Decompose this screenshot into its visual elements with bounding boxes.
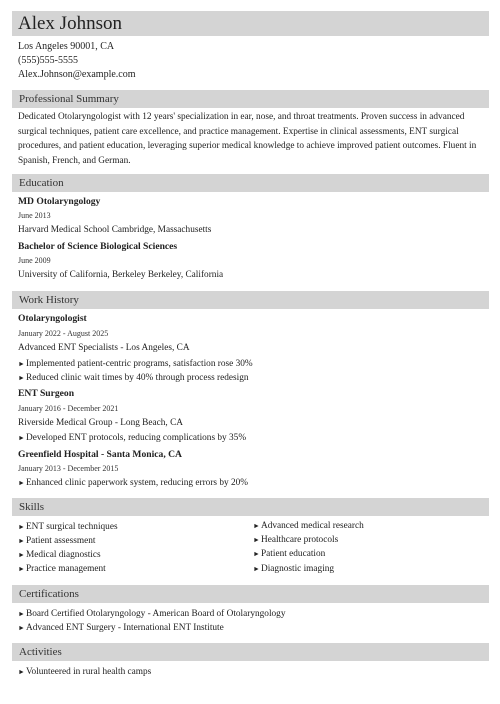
- section-header-education: [12, 174, 489, 192]
- skill-text: ENT surgical techniques: [26, 522, 118, 532]
- skill-text: Patient education: [261, 549, 326, 559]
- job-date: January 2013 - December 2015: [18, 464, 119, 473]
- summary-text: Dedicated Otolaryngologist with 12 years' specialization in ear, nose, and throat treatments. Proven success in advanced surgical techniques, patient care excellence, and practice management. Expertise in clinical assessments, ENT surgical procedures, and patient education, leveraging superior medical knowledge to achieve improved patient outcomes. Fluent in Spanish, French, and German.: [18, 112, 477, 166]
- skill-text: Advanced medical research: [261, 521, 364, 531]
- section-header-work: [12, 291, 489, 309]
- section-header-summary: [12, 90, 489, 108]
- job-title: Greenfield Hospital - Santa Monica, CA: [18, 449, 182, 460]
- education-school: Harvard Medical School Cambridge, Massachusetts: [18, 225, 212, 235]
- bullet-icon: ►: [18, 668, 25, 676]
- education-date: June 2009: [18, 256, 51, 265]
- section-title: Skills: [19, 501, 45, 513]
- bullet-icon: ►: [253, 536, 260, 544]
- section-title: Professional Summary: [19, 93, 119, 105]
- bullet-icon: ►: [18, 523, 25, 531]
- education-degree: MD Otolaryngology: [18, 196, 101, 207]
- education-degree: Bachelor of Science Biological Sciences: [18, 241, 178, 252]
- skill-text: Practice management: [26, 564, 106, 574]
- section-header-skills: [12, 498, 489, 516]
- bullet-icon: ►: [18, 479, 25, 487]
- bullet-icon: ►: [18, 434, 25, 442]
- contact-address: Los Angeles 90001, CA: [18, 41, 115, 52]
- name-header-bar: [12, 11, 489, 36]
- bullet-text: Implemented patient-centric programs, satisfaction rose 30%: [26, 359, 253, 369]
- section-title: Certifications: [19, 588, 79, 600]
- education-school: University of California, Berkeley Berkeley, California: [18, 270, 224, 280]
- bullet-icon: ►: [18, 610, 25, 618]
- section-title: Activities: [19, 646, 62, 658]
- job-title: Otolaryngologist: [18, 313, 87, 324]
- bullet-text: Developed ENT protocols, reducing complications by 35%: [26, 433, 247, 443]
- bullet-icon: ►: [18, 624, 25, 632]
- section-title: Work History: [19, 294, 79, 306]
- section-title: Education: [19, 177, 64, 189]
- section-header-activities: [12, 643, 489, 661]
- bullet-icon: ►: [253, 550, 260, 558]
- contact-phone: (555)555-5555: [18, 55, 78, 66]
- bullet-icon: ►: [18, 565, 25, 573]
- skill-text: Medical diagnostics: [26, 550, 101, 560]
- job-date: January 2022 - August 2025: [18, 329, 109, 338]
- skill-text: Diagnostic imaging: [261, 564, 335, 574]
- candidate-name: Alex Johnson: [18, 13, 122, 34]
- bullet-icon: ►: [253, 565, 260, 573]
- education-date: June 2013: [18, 211, 51, 220]
- section-header-certifications: [12, 585, 489, 603]
- job-title: ENT Surgeon: [18, 388, 75, 399]
- activity-text: Volunteered in rural health camps: [26, 667, 152, 677]
- job-date: January 2016 - December 2021: [18, 404, 119, 413]
- skill-text: Healthcare protocols: [261, 535, 339, 545]
- job-employer: Advanced ENT Specialists - Los Angeles, CA: [18, 343, 190, 353]
- bullet-text: Enhanced clinic paperwork system, reducing errors by 20%: [26, 478, 249, 488]
- bullet-icon: ►: [18, 360, 25, 368]
- bullet-icon: ►: [253, 522, 260, 530]
- job-employer: Riverside Medical Group - Long Beach, CA: [18, 418, 183, 428]
- skill-text: Patient assessment: [26, 536, 96, 546]
- contact-email: Alex.Johnson@example.com: [18, 69, 136, 80]
- bullet-icon: ►: [18, 374, 25, 382]
- bullet-icon: ►: [18, 551, 25, 559]
- certification-text: Board Certified Otolaryngology - American Board of Otolaryngology: [26, 609, 286, 619]
- certification-text: Advanced ENT Surgery - International ENT Institute: [26, 623, 224, 633]
- bullet-icon: ►: [18, 537, 25, 545]
- bullet-text: Reduced clinic wait times by 40% through process redesign: [26, 373, 249, 383]
